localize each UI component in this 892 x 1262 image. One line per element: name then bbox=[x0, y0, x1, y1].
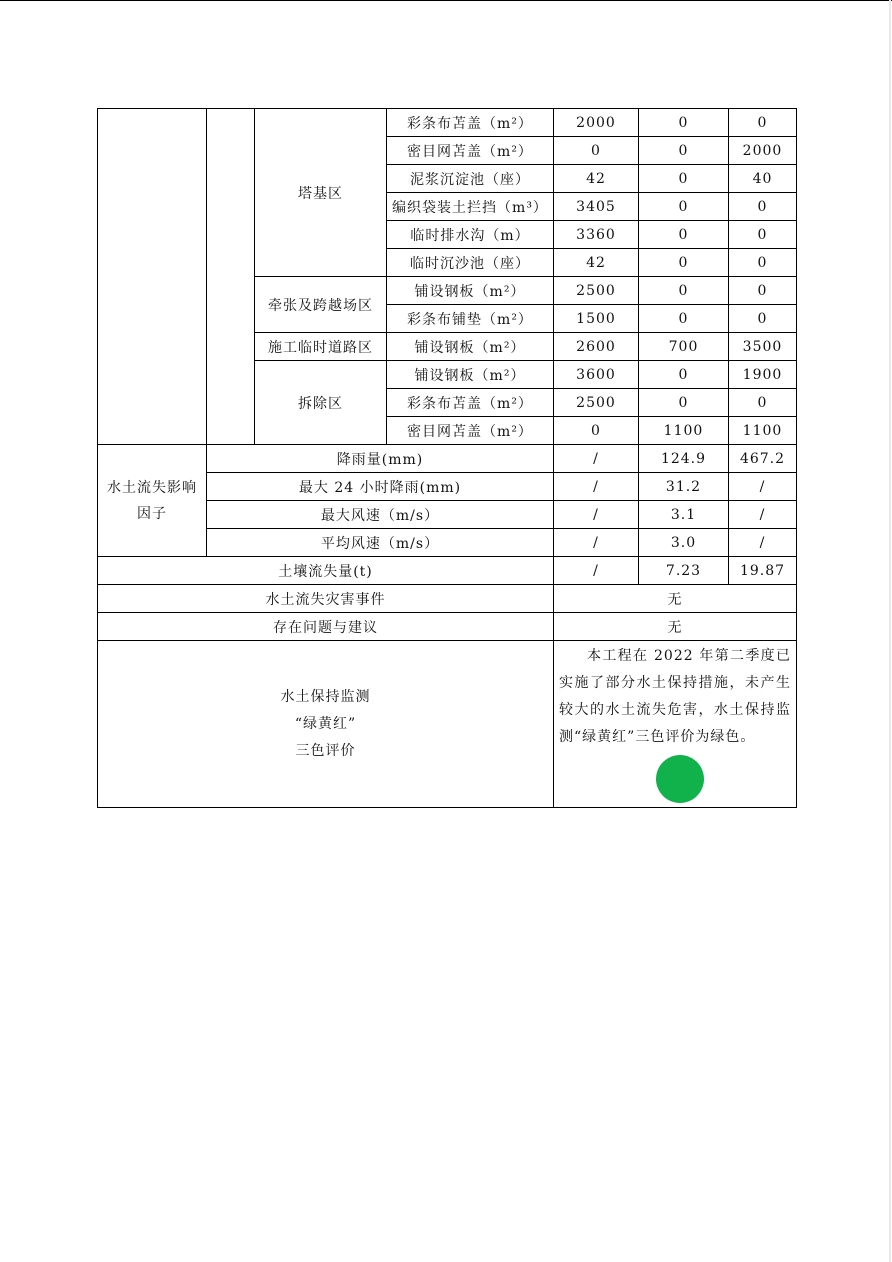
value-quarter: 1100 bbox=[639, 417, 729, 445]
measure-item: 临时排水沟（m） bbox=[387, 221, 554, 249]
subcategory-cell-blank bbox=[207, 109, 255, 445]
value-planned: / bbox=[554, 473, 639, 501]
disaster-value: 无 bbox=[554, 585, 797, 613]
zone-label: 牵张及跨越场区 bbox=[255, 277, 387, 333]
rating-conclusion-cell bbox=[554, 641, 797, 808]
measure-item: 编织袋装土拦挡（m³） bbox=[387, 193, 554, 221]
value-cumulative: 0 bbox=[729, 109, 797, 137]
value-quarter: 0 bbox=[639, 389, 729, 417]
value-cumulative: 467.2 bbox=[729, 445, 797, 473]
table-row bbox=[98, 557, 797, 585]
rating-label-line: 三色评价 bbox=[295, 742, 356, 759]
value-quarter: 0 bbox=[639, 249, 729, 277]
value-quarter: 0 bbox=[639, 361, 729, 389]
value-cumulative: 0 bbox=[729, 277, 797, 305]
rating-label-cell bbox=[98, 641, 554, 808]
rating-conclusion-text: 本工程在 2022 年第二季度已实施了部分水土保持措施，未产生较大的水土流失危害，水土保持监测“绿黄红”三色评价为绿色。 bbox=[559, 648, 791, 745]
measure-item: 铺设钢板（m²） bbox=[387, 277, 554, 305]
value-cumulative: 0 bbox=[729, 193, 797, 221]
zone-label: 塔基区 bbox=[255, 109, 387, 277]
green-status-dot bbox=[656, 755, 704, 803]
value-planned: 2600 bbox=[554, 333, 639, 361]
value-planned: 2000 bbox=[554, 109, 639, 137]
value-quarter: 0 bbox=[639, 277, 729, 305]
value-quarter: 0 bbox=[639, 137, 729, 165]
rating-label-line: 水土保持监测 bbox=[280, 688, 371, 705]
measure-item: 泥浆沉淀池（座） bbox=[387, 165, 554, 193]
value-cumulative: 0 bbox=[729, 249, 797, 277]
value-quarter: 700 bbox=[639, 333, 729, 361]
measure-item: 彩条布苫盖（m²） bbox=[387, 389, 554, 417]
value-planned: 3600 bbox=[554, 361, 639, 389]
factor-item: 最大风速（m/s） bbox=[207, 501, 554, 529]
factor-item: 平均风速（m/s） bbox=[207, 529, 554, 557]
rating-label-line: “绿黄红” bbox=[294, 715, 357, 732]
value-planned: 42 bbox=[554, 249, 639, 277]
value-cumulative: 1900 bbox=[729, 361, 797, 389]
factor-group-text: 水土流失影响因子 bbox=[107, 479, 197, 522]
factor-item: 最大 24 小时降雨(mm) bbox=[207, 473, 554, 501]
value-planned: 3360 bbox=[554, 221, 639, 249]
disaster-label: 水土流失灾害事件 bbox=[98, 585, 554, 613]
value-planned: 0 bbox=[554, 417, 639, 445]
value-quarter: 31.2 bbox=[639, 473, 729, 501]
value-planned: 3405 bbox=[554, 193, 639, 221]
rating-label bbox=[98, 684, 553, 765]
issues-value: 无 bbox=[554, 613, 797, 641]
value-cumulative: / bbox=[729, 473, 797, 501]
value-planned: 0 bbox=[554, 137, 639, 165]
measure-item: 彩条布铺垫（m²） bbox=[387, 305, 554, 333]
value-cumulative: 2000 bbox=[729, 137, 797, 165]
soil-loss-label: 土壤流失量(t) bbox=[98, 557, 554, 585]
value-quarter: 0 bbox=[639, 165, 729, 193]
value-cumulative: 0 bbox=[729, 305, 797, 333]
table-row bbox=[98, 445, 797, 473]
value-planned: / bbox=[554, 529, 639, 557]
measure-item: 铺设钢板（m²） bbox=[387, 361, 554, 389]
value-cumulative: 0 bbox=[729, 389, 797, 417]
measure-item: 临时沉沙池（座） bbox=[387, 249, 554, 277]
zone-label: 拆除区 bbox=[255, 361, 387, 445]
table-row bbox=[98, 109, 797, 137]
value-quarter: 3.0 bbox=[639, 529, 729, 557]
table-row bbox=[98, 585, 797, 613]
measure-item: 密目网苫盖（m²） bbox=[387, 417, 554, 445]
table-row bbox=[98, 613, 797, 641]
value-quarter: 0 bbox=[639, 109, 729, 137]
value-cumulative: / bbox=[729, 529, 797, 557]
value-quarter: 0 bbox=[639, 305, 729, 333]
measure-item: 彩条布苫盖（m²） bbox=[387, 109, 554, 137]
measure-item: 密目网苫盖（m²） bbox=[387, 137, 554, 165]
value-planned: 1500 bbox=[554, 305, 639, 333]
zone-label: 施工临时道路区 bbox=[255, 333, 387, 361]
value-planned: / bbox=[554, 445, 639, 473]
value-planned: 42 bbox=[554, 165, 639, 193]
value-quarter: 0 bbox=[639, 221, 729, 249]
issues-label: 存在问题与建议 bbox=[98, 613, 554, 641]
value-quarter: 124.9 bbox=[639, 445, 729, 473]
page-top-rule bbox=[0, 0, 892, 1]
rating-indicator bbox=[559, 751, 791, 807]
value-cumulative: / bbox=[729, 501, 797, 529]
value-cumulative: 19.87 bbox=[729, 557, 797, 585]
value-planned: 2500 bbox=[554, 389, 639, 417]
measure-item: 铺设钢板（m²） bbox=[387, 333, 554, 361]
value-cumulative: 0 bbox=[729, 221, 797, 249]
value-planned: / bbox=[554, 501, 639, 529]
factor-group-label bbox=[98, 445, 207, 557]
value-planned: / bbox=[554, 557, 639, 585]
factor-item: 降雨量(mm) bbox=[207, 445, 554, 473]
value-quarter: 0 bbox=[639, 193, 729, 221]
value-quarter: 7.23 bbox=[639, 557, 729, 585]
value-cumulative: 1100 bbox=[729, 417, 797, 445]
page-right-edge bbox=[889, 0, 891, 1262]
value-quarter: 3.1 bbox=[639, 501, 729, 529]
category-cell-blank bbox=[98, 109, 207, 445]
value-planned: 2500 bbox=[554, 277, 639, 305]
value-cumulative: 40 bbox=[729, 165, 797, 193]
monitoring-report-table bbox=[97, 108, 797, 808]
value-cumulative: 3500 bbox=[729, 333, 797, 361]
table-row bbox=[98, 641, 797, 808]
